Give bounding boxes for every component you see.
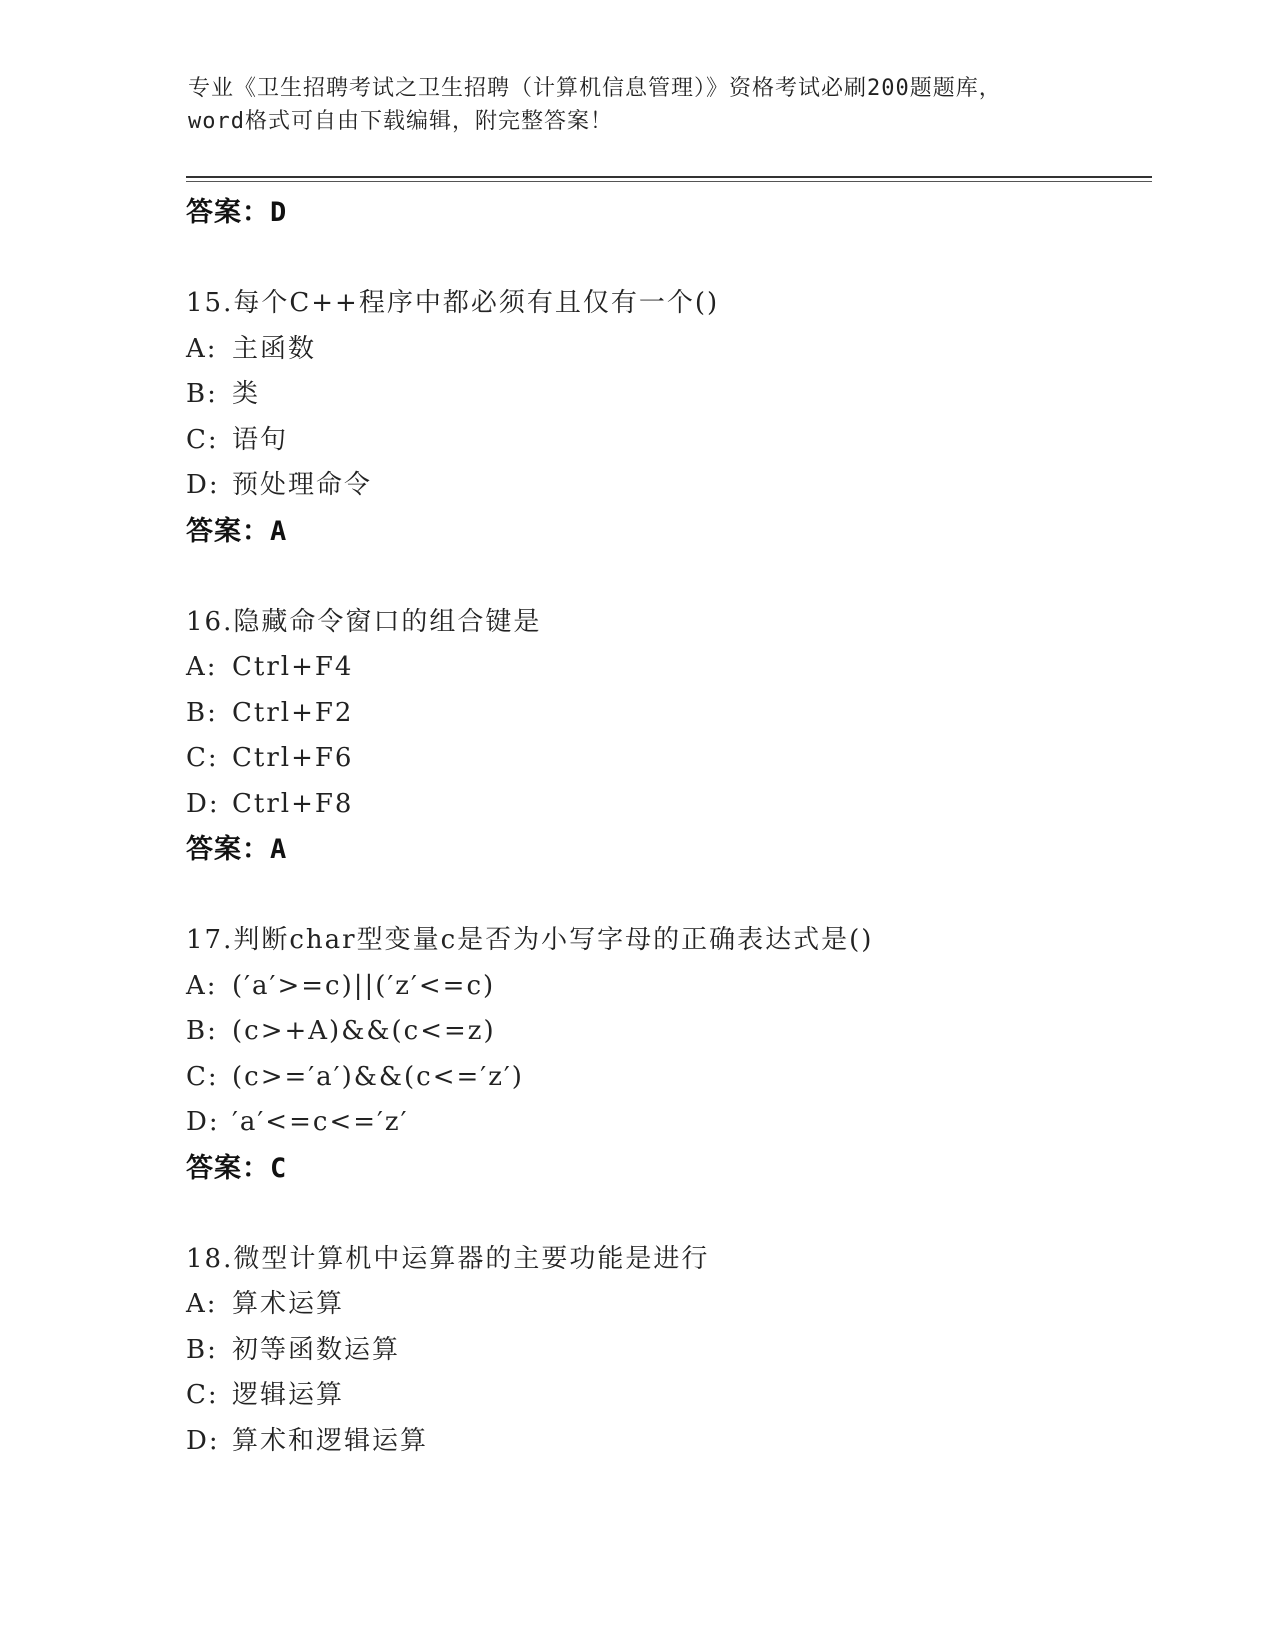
option-line <box>186 1328 1146 1374</box>
option-label: C: <box>186 1061 219 1092</box>
option-line <box>186 372 1146 418</box>
option-line <box>186 418 1146 464</box>
option-text: 逻辑运算 <box>232 1380 345 1410</box>
option-text: 主函数 <box>232 333 317 364</box>
option-text: Ctrl+F4 <box>232 652 354 682</box>
spacer <box>186 554 1146 600</box>
spacer <box>186 1191 1146 1237</box>
option-text: Ctrl+F2 <box>232 697 354 728</box>
option-text: Ctrl+F6 <box>232 743 354 773</box>
option-label: B: <box>186 697 218 728</box>
option-line <box>186 1419 1146 1465</box>
option-label: D: <box>186 1107 220 1137</box>
option-line <box>186 1055 1146 1101</box>
question-block <box>186 281 1146 554</box>
question-stem: 18.微型计算机中运算器的主要功能是进行 <box>186 1243 710 1274</box>
option-label: C: <box>186 424 219 455</box>
option-text: 语句 <box>232 424 289 455</box>
option-line <box>186 782 1146 828</box>
option-label: A: <box>186 652 218 682</box>
document-header <box>188 72 1088 138</box>
option-line <box>186 327 1146 373</box>
answer-line: 答案：C <box>186 1152 288 1184</box>
option-text: ′a′<=c<=′z′ <box>232 1107 409 1137</box>
option-text: 算术和逻辑运算 <box>232 1425 429 1456</box>
option-text: 初等函数运算 <box>232 1334 401 1365</box>
option-text: (c>+A)&&(c<=z) <box>232 1016 496 1046</box>
header-divider-thin <box>186 181 1152 182</box>
spacer <box>186 236 1146 282</box>
option-text: (′a′>=c)||(′z′<=c) <box>232 970 496 1001</box>
question-block <box>186 918 1146 1191</box>
option-line <box>186 463 1146 509</box>
header-line-2: word格式可自由下载编辑，附完整答案！ <box>188 109 613 134</box>
option-label: D: <box>186 788 220 819</box>
option-line <box>186 964 1146 1010</box>
option-label: D: <box>186 470 220 500</box>
option-label: C: <box>186 743 219 773</box>
option-line <box>186 736 1146 782</box>
option-label: A: <box>186 970 218 1001</box>
option-label: A: <box>186 1289 218 1319</box>
option-label: C: <box>186 1380 219 1410</box>
option-label: B: <box>186 1016 218 1046</box>
option-line <box>186 1100 1146 1146</box>
option-label: B: <box>186 1334 218 1365</box>
option-line <box>186 1009 1146 1055</box>
question-stem: 15.每个C++程序中都必须有且仅有一个() <box>186 288 720 318</box>
option-line <box>186 1282 1146 1328</box>
question-stem: 17.判断char型变量c是否为小写字母的正确表达式是() <box>186 925 874 955</box>
option-text: 算术运算 <box>232 1289 345 1319</box>
option-text: 类 <box>232 379 261 409</box>
spacer <box>186 873 1146 919</box>
question-stem: 16.隐藏命令窗口的组合键是 <box>186 606 542 637</box>
option-text: (c>=′a′)&&(c<=′z′) <box>232 1061 524 1092</box>
question-content <box>186 190 1146 1464</box>
header-divider-thick <box>186 176 1152 178</box>
option-label: A: <box>186 333 218 364</box>
option-label: B: <box>186 379 218 409</box>
option-line <box>186 645 1146 691</box>
option-line <box>186 691 1146 737</box>
question-block <box>186 1237 1146 1465</box>
answer-line: 答案：A <box>186 834 288 865</box>
option-line <box>186 1373 1146 1419</box>
question-block <box>186 600 1146 873</box>
option-label: D: <box>186 1425 220 1456</box>
option-text: 预处理命令 <box>232 470 373 500</box>
header-line-1: 专业《卫生招聘考试之卫生招聘（计算机信息管理）》资格考试必刷200题题库， <box>188 76 1002 101</box>
answer-line: 答案：D <box>186 197 288 228</box>
option-text: Ctrl+F8 <box>232 788 354 819</box>
answer-line: 答案：A <box>186 515 288 547</box>
